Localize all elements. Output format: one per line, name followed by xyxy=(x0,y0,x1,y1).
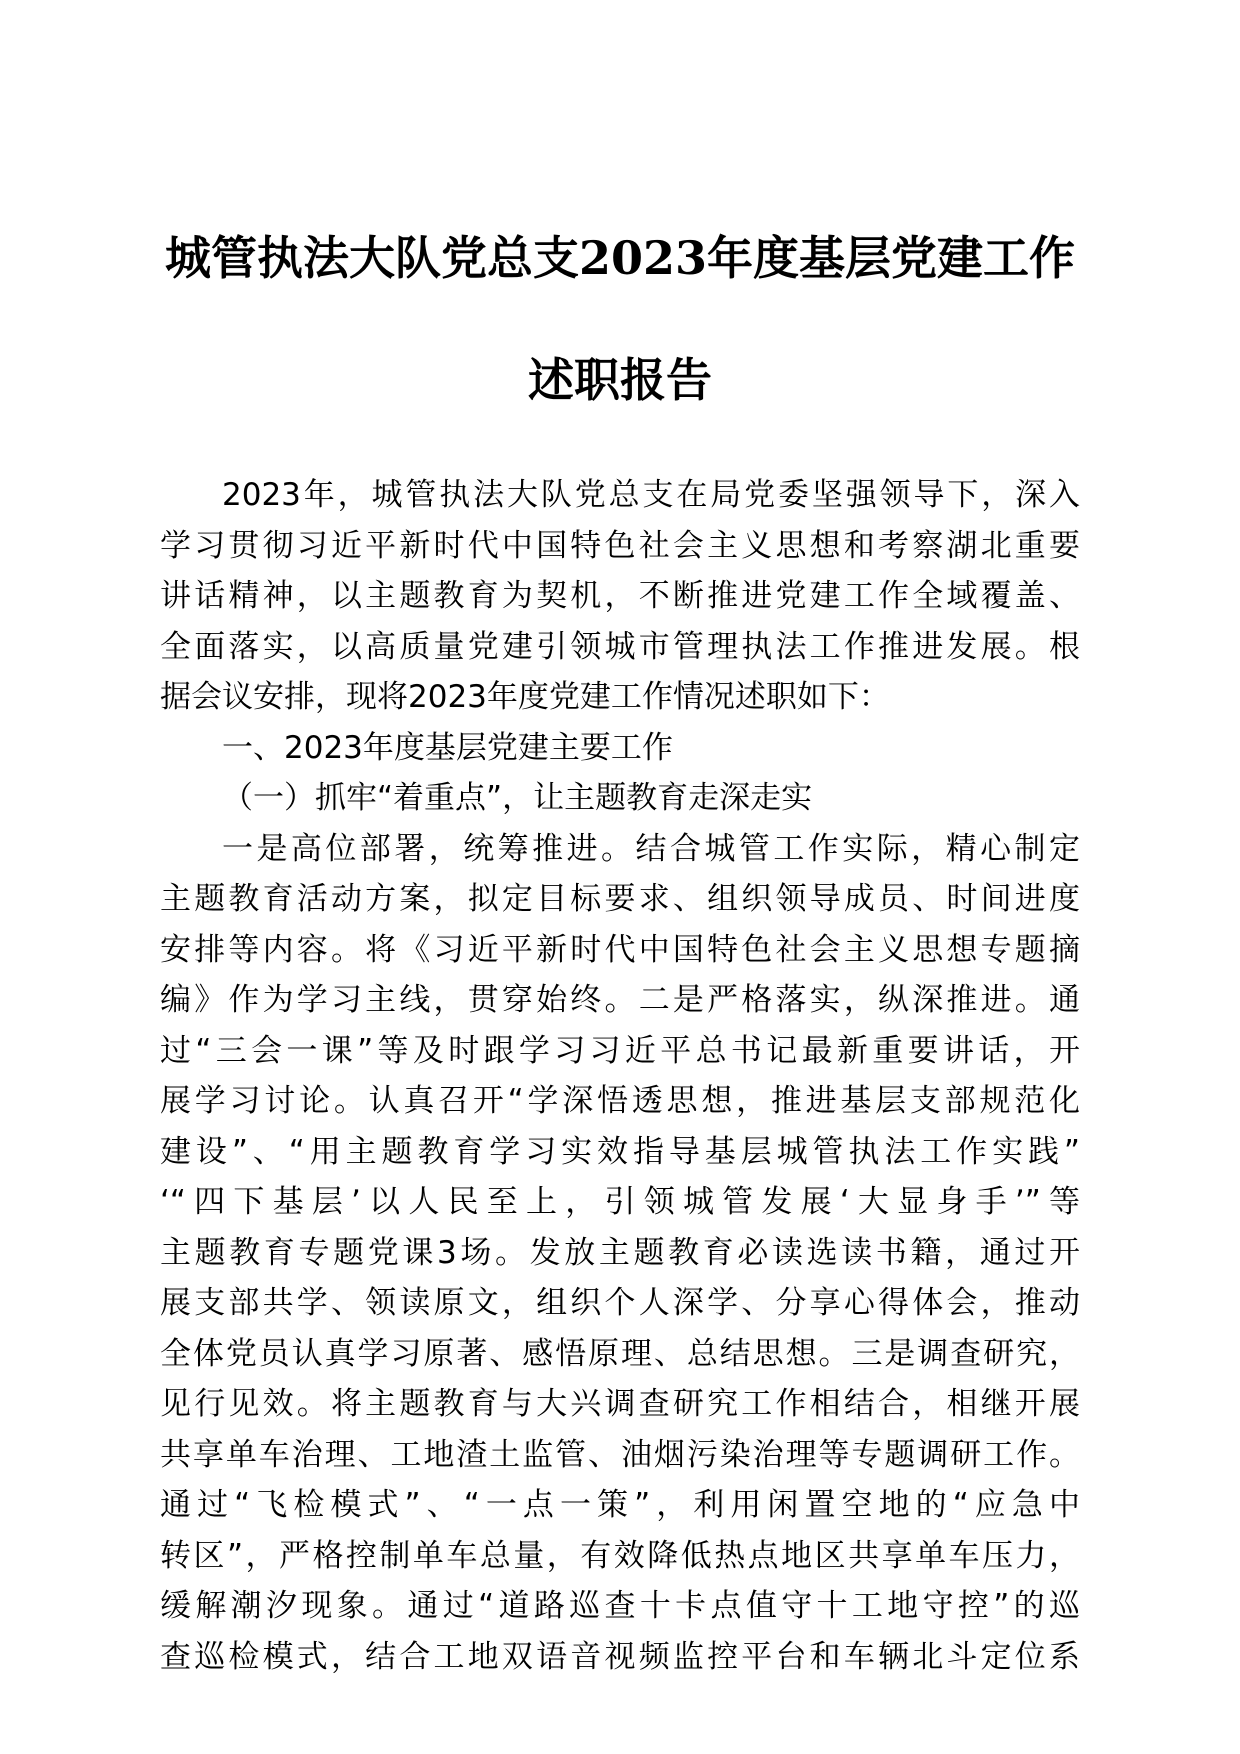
subsection-heading: （一）抓牢“着重点”，让主题教育走深走实 xyxy=(222,780,813,816)
paragraph-2-line: 查巡检模式，结合工地双语音视频监控平台和车辆北斗定位系 xyxy=(160,1638,1080,1675)
paragraph-2-line: 主题教育专题党课3场。发放主题教育必读选读书籍，通过开 xyxy=(160,1234,1080,1271)
paragraph-2-line: 安排等内容。将《习近平新时代中国特色社会主义思想专题摘 xyxy=(160,931,1080,968)
paragraph-1-line: 学习贯彻习近平新时代中国特色社会主义思想和考察湖北重要 xyxy=(160,527,1080,564)
document-body xyxy=(160,470,1080,1682)
paragraph-1-line: 全面落实，以高质量党建引领城市管理执法工作推进发展。根 xyxy=(160,628,1080,665)
document-title-line-2: 述职报告 xyxy=(528,353,712,407)
paragraph-2-line: 缓解潮汐现象。通过“道路巡查十卡点值守十工地守控”的巡 xyxy=(160,1588,1080,1624)
paragraph-2-line: 见行见效。将主题教育与大兴调查研究工作相结合，相继开展 xyxy=(160,1386,1080,1422)
paragraph-1-line: 讲话精神，以主题教育为契机，不断推进党建工作全域覆盖、 xyxy=(160,578,1080,614)
paragraph-2-line: 全体党员认真学习原著、感悟原理、总结思想。三是调查研究， xyxy=(160,1335,1080,1372)
paragraph-2-line: 建设”、“用主题教育学习实效指导基层城管执法工作实践” xyxy=(160,1133,1080,1170)
paragraph-2-line: 展支部共学、领读原文，组织个人深学、分享心得体会，推动 xyxy=(160,1285,1080,1321)
paragraph-2-line: 共享单车治理、工地渣土监管、油烟污染治理等专题调研工作。 xyxy=(160,1436,1080,1473)
paragraph-2-line: ‘“四下基层’以人民至上，引领城管发展‘大显身手’”等 xyxy=(160,1184,1080,1220)
paragraph-2-line: 主题教育活动方案，拟定目标要求、组织领导成员、时间进度 xyxy=(160,881,1080,917)
paragraph-2-line: 展学习讨论。认真召开“学深悟透思想，推进基层支部规范化 xyxy=(160,1083,1080,1119)
paragraph-2-line: 一是高位部署，统筹推进。结合城管工作实际，精心制定 xyxy=(222,830,1080,867)
paragraph-2-line: 过“三会一课”等及时跟学习习近平总书记最新重要讲话，开 xyxy=(160,1032,1080,1069)
document-title-line-1: 城管执法大队党总支2023年度基层党建工作 xyxy=(164,231,1076,285)
paragraph-1-line: 据会议安排，现将2023年度党建工作情况述职如下： xyxy=(160,679,890,715)
section-heading: 一、2023年度基层党建主要工作 xyxy=(222,729,673,766)
paragraph-2-line: 通过“飞检模式”、“一点一策”，利用闲置空地的“应急中 xyxy=(160,1487,1080,1523)
paragraph-2-line: 编》作为学习主线，贯穿始终。二是严格落实，纵深推进。通 xyxy=(160,982,1080,1018)
paragraph-1-line: 2023年，城管执法大队党总支在局党委坚强领导下，深入 xyxy=(222,477,1080,513)
paragraph-2-line: 转区”，严格控制单车总量，有效降低热点地区共享单车压力， xyxy=(160,1537,1080,1574)
